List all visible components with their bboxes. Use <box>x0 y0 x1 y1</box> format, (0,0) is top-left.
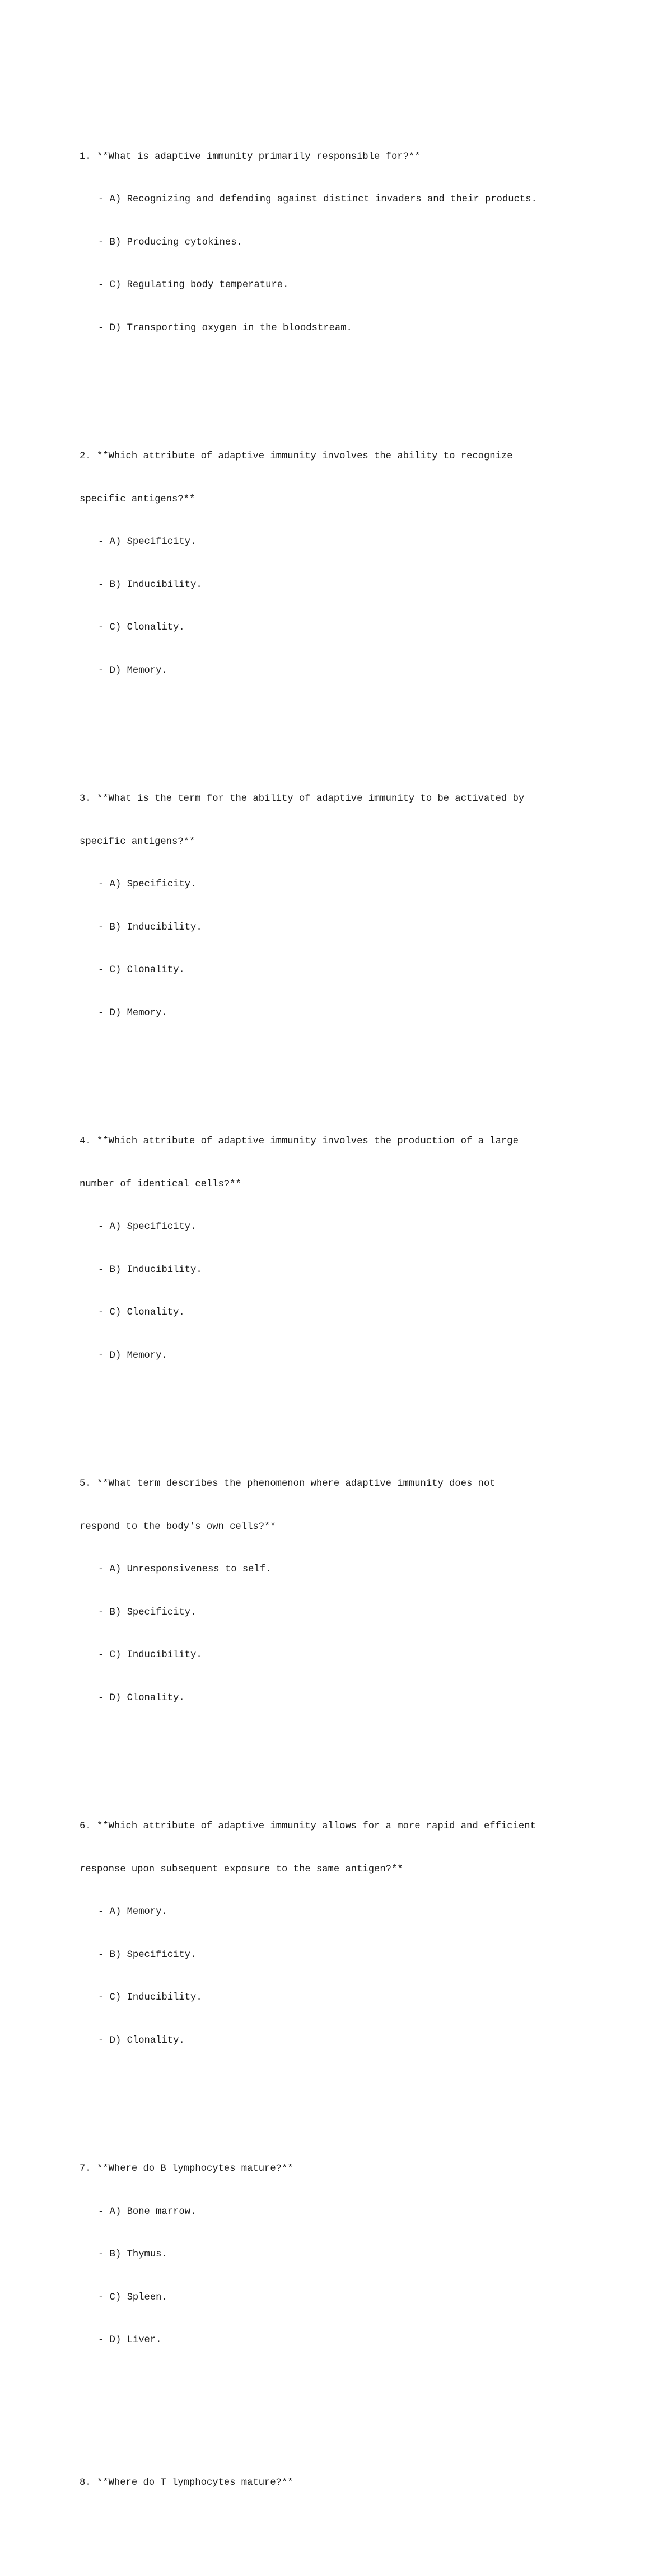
question-list <box>80 78 645 2576</box>
question-8 <box>80 2447 645 2519</box>
question-text: response upon subsequent exposure to the same antigen?** <box>80 1864 403 1875</box>
answer-option: - B) Specificity. <box>98 1607 197 1618</box>
question-text: 7. **Where do B lymphocytes mature?** <box>80 2164 293 2174</box>
question-text: respond to the body's own cells?** <box>80 1521 276 1532</box>
answer-option: - D) Transporting oxygen in the bloodstream. <box>98 322 352 334</box>
answer-option: - B) Specificity. <box>98 1949 197 1960</box>
answer-option: - C) Spleen. <box>98 2292 167 2303</box>
answer-option: - D) Memory. <box>98 1350 167 1361</box>
question-text: specific antigens?** <box>80 494 195 505</box>
question-text: 2. **Which attribute of adaptive immunity involves the ability to recognize <box>80 451 513 462</box>
answer-option: - D) Liver. <box>98 2335 162 2345</box>
question-6 <box>80 1791 645 2076</box>
answer-option: - C) Inducibility. <box>98 1992 202 2003</box>
answer-option: - A) Specificity. <box>98 1222 197 1232</box>
question-text: number of identical cells?** <box>80 1179 241 1190</box>
answer-option: - D) Clonality. <box>98 2035 185 2046</box>
question-1 <box>80 121 645 364</box>
question-3 <box>80 763 645 1049</box>
answer-option: - A) Specificity. <box>98 537 197 547</box>
answer-option: - D) Clonality. <box>98 1692 185 1704</box>
question-text: 8. **Where do T lymphocytes mature?** <box>80 2478 293 2488</box>
answer-option: - A) Recognizing and defending against distinct invaders and their products. <box>98 194 537 205</box>
answer-option: - B) Producing cytokines. <box>98 237 242 248</box>
question-text: 5. **What term describes the phenomenon where adaptive immunity does not <box>80 1479 496 1489</box>
question-text: 3. **What is the term for the ability of adaptive immunity to be activated by <box>80 794 525 804</box>
question-text: specific antigens?** <box>80 836 195 847</box>
question-text: 6. **Which attribute of adaptive immunity allows for a more rapid and efficient <box>80 1821 536 1832</box>
answer-option: - A) Specificity. <box>98 879 197 890</box>
answer-option: - C) Clonality. <box>98 1307 185 1318</box>
question-7 <box>80 2133 645 2376</box>
answer-option: - D) Memory. <box>98 1007 167 1019</box>
answer-option: - B) Inducibility. <box>98 579 202 590</box>
question-4 <box>80 1106 645 1391</box>
answer-option: - C) Regulating body temperature. <box>98 280 289 290</box>
answer-option: - C) Inducibility. <box>98 1650 202 1660</box>
question-5 <box>80 1448 645 1734</box>
question-2 <box>80 421 645 706</box>
answer-option: - B) Inducibility. <box>98 922 202 933</box>
answer-option: - A) Bone marrow. <box>98 2206 197 2217</box>
answer-option: - C) Clonality. <box>98 965 185 975</box>
answer-option: - C) Clonality. <box>98 622 185 633</box>
answer-option: - A) Memory. <box>98 1907 167 1917</box>
answer-option: - A) Unresponsiveness to self. <box>98 1564 272 1575</box>
question-text: 1. **What is adaptive immunity primarily responsible for?** <box>80 151 421 162</box>
answer-option: - B) Thymus. <box>98 2249 167 2260</box>
question-text: 4. **Which attribute of adaptive immunity involves the production of a large <box>80 1136 519 1147</box>
answer-option: - B) Inducibility. <box>98 1264 202 1275</box>
answer-option: - D) Memory. <box>98 665 167 676</box>
